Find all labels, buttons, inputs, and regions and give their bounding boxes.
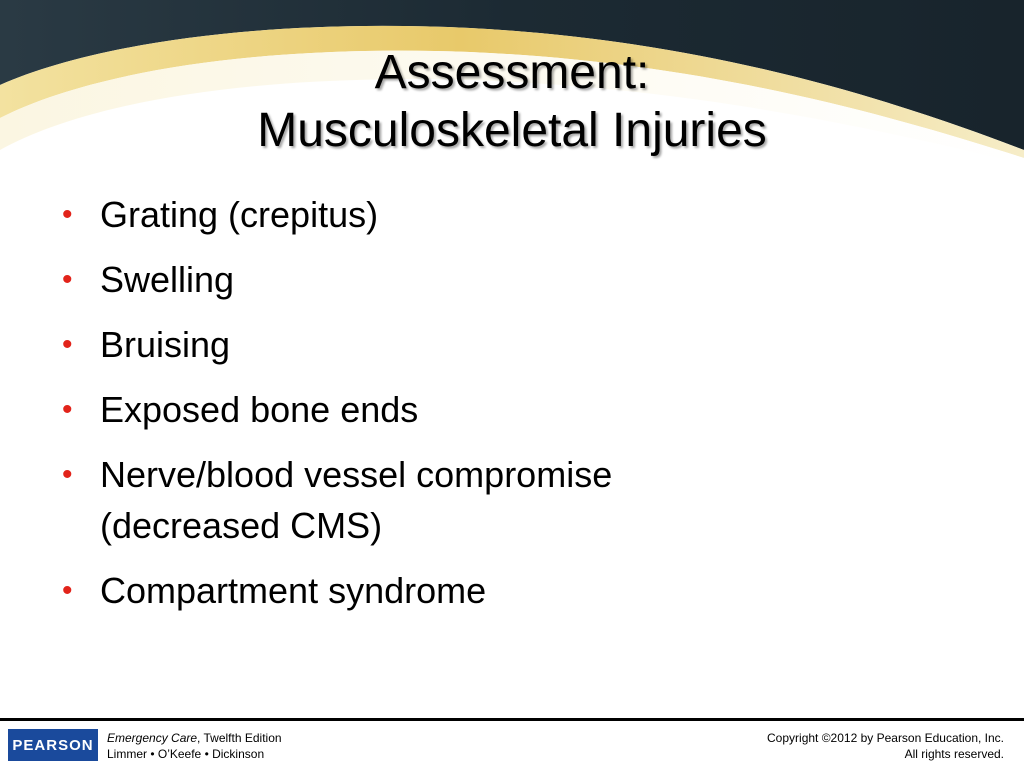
bullet-dot-icon: • <box>62 393 73 426</box>
bullet-item <box>58 384 958 435</box>
bullet-dot-icon: • <box>62 198 73 231</box>
bullet-dot-icon: • <box>62 574 73 607</box>
bullet-text: Bruising <box>100 324 231 365</box>
bullet-text: Exposed bone ends <box>100 389 419 430</box>
bullet-text: Compartment syndrome <box>100 570 487 611</box>
bullet-item <box>58 254 958 305</box>
footer-divider <box>0 718 1024 721</box>
footer-book-line <box>107 730 282 746</box>
pearson-logo <box>8 729 98 761</box>
footer-authors: Limmer • O’Keefe • Dickinson <box>107 747 265 761</box>
bullet-item <box>58 319 958 370</box>
footer <box>0 722 1024 768</box>
bullet-item <box>58 189 958 240</box>
bullet-item <box>58 565 958 616</box>
bullet-text: Swelling <box>100 259 235 300</box>
slide-title-line-1: Assessment: <box>374 46 650 99</box>
footer-copyright <box>767 730 1004 762</box>
copyright-text: Copyright ©2012 by Pearson Education, Inc. <box>767 731 1004 745</box>
book-edition: , Twelfth Edition <box>197 731 282 745</box>
bullet-text: Nerve/blood vessel compromise (decreased CMS) <box>100 454 613 546</box>
book-title: Emergency Care <box>107 731 198 745</box>
bullet-dot-icon: • <box>62 458 73 491</box>
slide-title-line-2: Musculoskeletal Injuries <box>257 104 767 157</box>
bullet-dot-icon: • <box>62 328 73 361</box>
footer-book-info <box>107 730 282 762</box>
rights-text: All rights reserved. <box>904 747 1004 761</box>
pearson-logo-text: PEARSON <box>12 736 94 754</box>
bullet-list <box>58 189 958 630</box>
slide-title <box>0 44 1024 160</box>
bullet-dot-icon: • <box>62 263 73 296</box>
bullet-text: Grating (crepitus) <box>100 194 379 235</box>
bullet-item <box>58 449 958 551</box>
